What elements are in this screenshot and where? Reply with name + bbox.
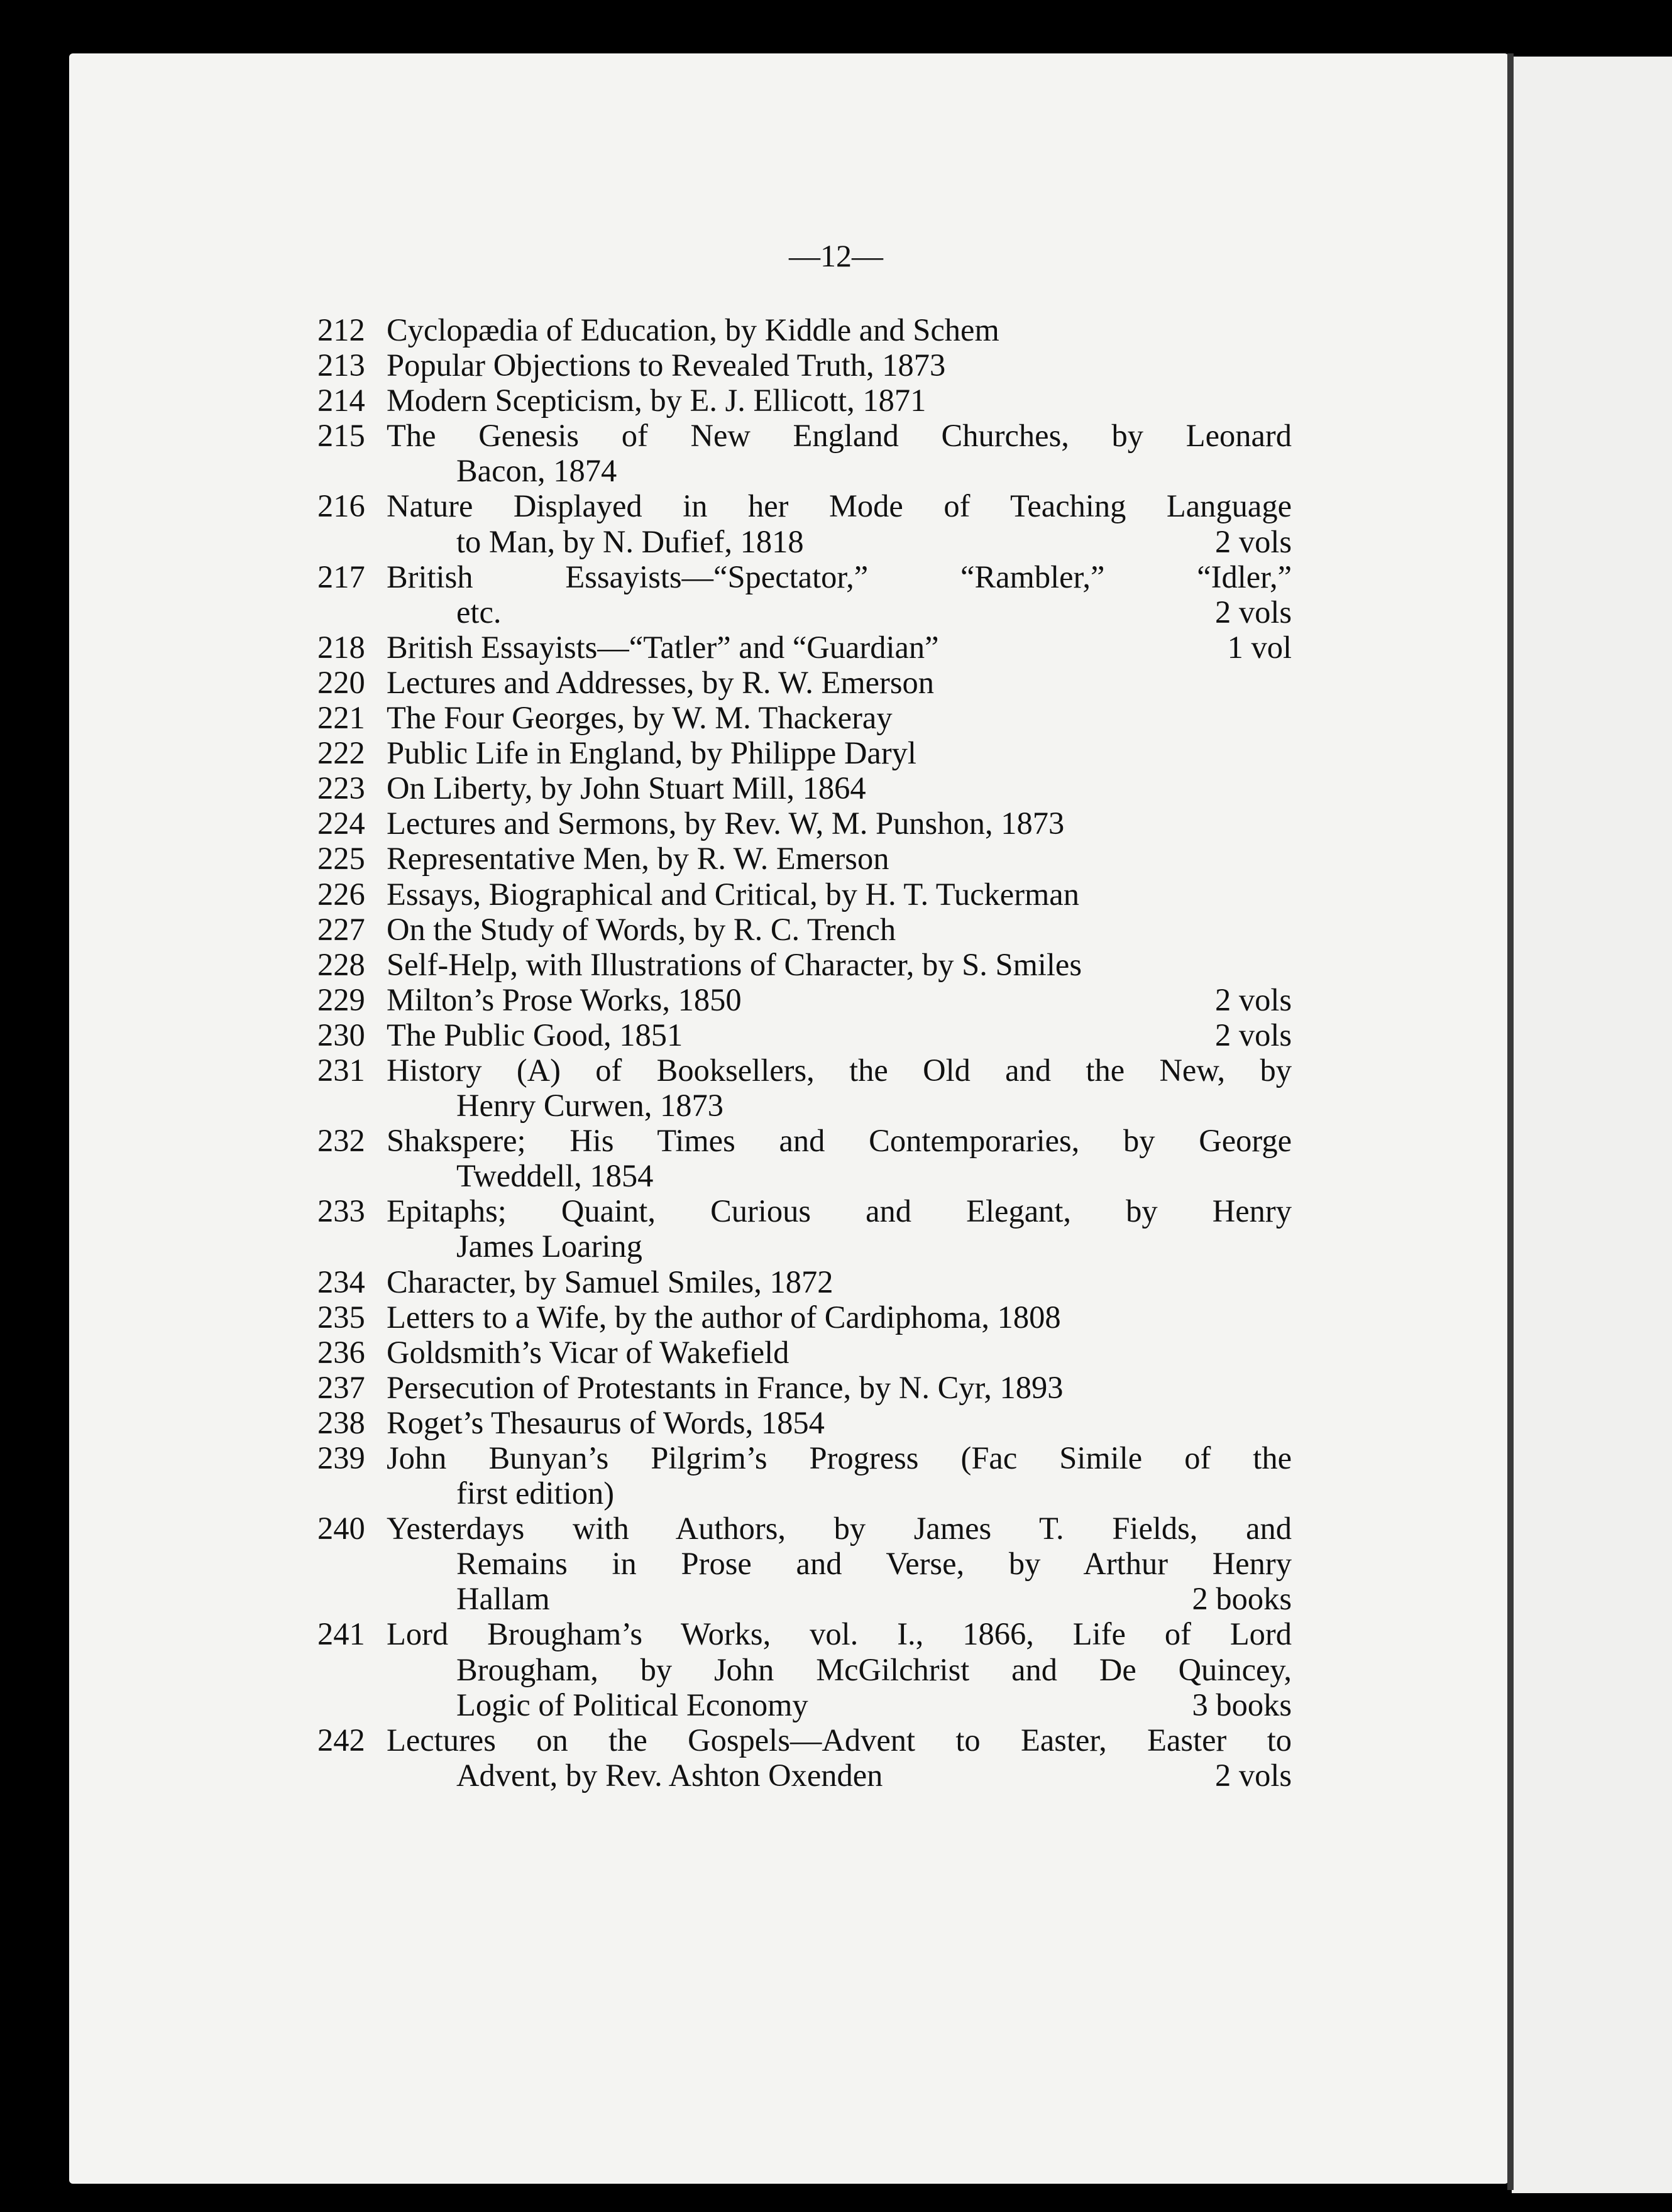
entry-number: 226	[317, 876, 365, 912]
entry-title: The Public Good, 1851	[387, 1017, 683, 1053]
entry-title: British Essayists—“Spectator,” “Rambler,” “Idler,”	[387, 559, 1292, 594]
catalog-entry	[317, 383, 1292, 418]
entry-title: Roget’s Thesaurus of Words, 1854	[387, 1404, 825, 1440]
entry-line	[387, 418, 1292, 453]
entry-number: 222	[317, 735, 365, 771]
entry-title: Nature Displayed in her Mode of Teaching Language	[387, 488, 1292, 524]
catalog-entry	[317, 559, 1292, 630]
catalog-entry	[317, 1017, 1292, 1053]
catalog-list	[317, 312, 1292, 1793]
entry-title: Advent, by Rev. Ashton Oxenden	[456, 1757, 883, 1793]
entry-line	[387, 1616, 1292, 1651]
entry-line	[387, 1193, 1292, 1229]
entry-line	[387, 1440, 1292, 1476]
entry-title: Remains in Prose and Verse, by Arthur Henry	[456, 1546, 1292, 1582]
entry-title: The Four Georges, by W. M. Thackeray	[387, 700, 893, 736]
entry-number: 212	[317, 312, 365, 348]
entry-number: 214	[317, 383, 365, 419]
adjacent-page-edge	[1512, 57, 1672, 2193]
catalog-entry	[317, 1264, 1292, 1300]
catalog-entry	[317, 1440, 1292, 1511]
entry-title: etc.	[456, 594, 502, 630]
entry-line	[387, 1581, 1292, 1616]
entry-line	[387, 1370, 1292, 1405]
entry-number: 225	[317, 841, 365, 877]
catalog-entry	[317, 1053, 1292, 1123]
entry-title: Popular Objections to Revealed Truth, 1873	[387, 348, 946, 383]
entry-title: Logic of Political Economy	[456, 1687, 808, 1722]
entry-number: 221	[317, 700, 365, 736]
entry-title: The Genesis of New England Churches, by Leonard	[387, 418, 1292, 454]
entry-line	[387, 1123, 1292, 1158]
catalog-entry	[317, 735, 1292, 770]
entry-number: 233	[317, 1193, 365, 1229]
entry-title: Goldsmith’s Vicar of Wakefield	[387, 1334, 789, 1370]
entry-line	[387, 982, 1292, 1017]
entry-number: 241	[317, 1616, 365, 1652]
catalog-entry	[317, 700, 1292, 735]
catalog-entry	[317, 418, 1292, 488]
entry-line	[387, 770, 1292, 806]
catalog-entry	[317, 947, 1292, 982]
entry-title: Shakspere; His Times and Contemporaries, by George	[387, 1123, 1292, 1159]
entry-number: 239	[317, 1440, 365, 1476]
entry-number: 215	[317, 418, 365, 454]
entry-number: 216	[317, 488, 365, 524]
catalog-entry	[317, 1616, 1292, 1722]
entry-volumes: 3 books	[1192, 1687, 1292, 1722]
entry-number: 213	[317, 348, 365, 383]
entry-line	[387, 1229, 1292, 1264]
entry-title: Letters to a Wife, by the author of Cardiphoma, 1808	[387, 1299, 1061, 1335]
catalog-entry	[317, 630, 1292, 665]
entry-volumes: 2 books	[1192, 1581, 1292, 1617]
entry-title: Lord Brougham’s Works, vol. I., 1866, Life of Lord	[387, 1616, 1292, 1652]
entry-number: 224	[317, 806, 365, 841]
entry-title: History (A) of Booksellers, the Old and the New, by	[387, 1052, 1292, 1088]
entry-title: Lectures on the Gospels—Advent to Easter, Easter to	[387, 1722, 1292, 1758]
catalog-entry	[317, 1511, 1292, 1616]
entry-title: British Essayists—“Tatler” and “Guardian”	[387, 629, 939, 665]
catalog-entry	[317, 841, 1292, 876]
entry-number: 223	[317, 770, 365, 806]
entry-line	[387, 1687, 1292, 1722]
entry-title: Yesterdays with Authors, by James T. Fields, and	[387, 1511, 1292, 1547]
entry-line	[387, 1017, 1292, 1053]
entry-number: 229	[317, 982, 365, 1017]
entry-title: Henry Curwen, 1873	[456, 1088, 723, 1124]
catalog-entry	[317, 877, 1292, 912]
entry-title: On the Study of Words, by R. C. Trench	[387, 911, 896, 947]
entry-title: Representative Men, by R. W. Emerson	[387, 841, 889, 877]
entry-title: Self-Help, with Illustrations of Character, by S. Smiles	[387, 946, 1082, 982]
entry-number: 232	[317, 1123, 365, 1159]
catalog-entry	[317, 1405, 1292, 1440]
entry-number: 235	[317, 1299, 365, 1335]
entry-line	[387, 1088, 1292, 1123]
entry-title: Character, by Samuel Smiles, 1872	[387, 1264, 833, 1300]
entry-line	[387, 594, 1292, 630]
entry-line	[387, 1546, 1292, 1581]
entry-number: 220	[317, 664, 365, 700]
entry-volumes: 2 vols	[1214, 1017, 1292, 1053]
catalog-entry	[317, 348, 1292, 383]
entry-number: 242	[317, 1722, 365, 1758]
entry-line	[387, 524, 1292, 559]
entry-number: 238	[317, 1404, 365, 1440]
entry-title: Hallam	[456, 1581, 550, 1617]
entry-line	[387, 630, 1292, 665]
entry-line	[387, 1511, 1292, 1546]
catalog-entry	[317, 665, 1292, 700]
entry-line	[387, 1053, 1292, 1088]
entry-line	[387, 665, 1292, 700]
entry-line	[387, 1158, 1292, 1193]
catalog-entry	[317, 1193, 1292, 1264]
entry-title: Essays, Biographical and Critical, by H. T. Tuckerman	[387, 876, 1079, 912]
entry-volumes: 2 vols	[1214, 523, 1292, 559]
entry-number: 234	[317, 1264, 365, 1300]
entry-line	[387, 559, 1292, 594]
catalog-entry	[317, 1722, 1292, 1793]
catalog-entry	[317, 770, 1292, 806]
entry-volumes: 2 vols	[1214, 1757, 1292, 1793]
catalog-entry	[317, 982, 1292, 1017]
entry-title: Lectures and Sermons, by Rev. W, M. Punshon, 1873	[387, 806, 1065, 841]
entry-number: 237	[317, 1369, 365, 1405]
entry-line	[387, 912, 1292, 947]
page-fold-shadow	[1507, 53, 1514, 2190]
entry-number: 236	[317, 1334, 365, 1370]
catalog-entry	[317, 1370, 1292, 1405]
entry-line	[387, 947, 1292, 982]
entry-title: Lectures and Addresses, by R. W. Emerson	[387, 664, 934, 700]
entry-line	[387, 1758, 1292, 1793]
entry-number: 217	[317, 559, 365, 594]
catalog-entry	[317, 806, 1292, 841]
entry-title: Persecution of Protestants in France, by N. Cyr, 1893	[387, 1369, 1064, 1405]
entry-line	[387, 1405, 1292, 1440]
entry-volumes: 1 vol	[1227, 629, 1292, 665]
entry-number: 231	[317, 1052, 365, 1088]
entry-line	[387, 488, 1292, 523]
entry-number: 227	[317, 911, 365, 947]
entry-title: to Man, by N. Dufief, 1818	[456, 523, 804, 559]
entry-title: Public Life in England, by Philippe Daryl	[387, 735, 916, 771]
entry-line	[387, 348, 1292, 383]
entry-line	[387, 877, 1292, 912]
page-number: —12—	[789, 238, 883, 273]
entry-title: John Bunyan’s Pilgrim’s Progress (Fac Simile of the	[387, 1440, 1292, 1476]
entry-line	[387, 1476, 1292, 1511]
entry-title: Cyclopædia of Education, by Kiddle and Schem	[387, 312, 999, 348]
entry-title: James Loaring	[456, 1229, 642, 1264]
catalog-entry	[317, 1123, 1292, 1193]
entry-line	[387, 735, 1292, 770]
catalog-entry	[317, 312, 1292, 348]
entry-line	[387, 453, 1292, 488]
catalog-entry	[317, 912, 1292, 947]
entry-line	[387, 1652, 1292, 1687]
entry-line	[387, 383, 1292, 418]
entry-number: 230	[317, 1017, 365, 1053]
entry-line	[387, 312, 1292, 348]
entry-volumes: 2 vols	[1214, 594, 1292, 630]
entry-line	[387, 806, 1292, 841]
entry-title: Milton’s Prose Works, 1850	[387, 982, 742, 1017]
catalog-entry	[317, 488, 1292, 559]
entry-title: Epitaphs; Quaint, Curious and Elegant, by Henry	[387, 1193, 1292, 1229]
entry-line	[387, 1722, 1292, 1758]
entry-volumes: 2 vols	[1214, 982, 1292, 1017]
entry-title: first edition)	[456, 1476, 615, 1511]
catalog-entry	[317, 1300, 1292, 1335]
catalog-entry	[317, 1335, 1292, 1370]
entry-line	[387, 1335, 1292, 1370]
entry-line	[387, 1264, 1292, 1300]
entry-line	[387, 700, 1292, 735]
entry-title: Brougham, by John McGilchrist and De Quincey,	[456, 1651, 1292, 1687]
entry-title: On Liberty, by John Stuart Mill, 1864	[387, 770, 866, 806]
entry-line	[387, 1300, 1292, 1335]
entry-line	[387, 841, 1292, 876]
entry-title: Tweddell, 1854	[456, 1158, 654, 1194]
entry-number: 218	[317, 629, 365, 665]
entry-number: 240	[317, 1511, 365, 1547]
entry-number: 228	[317, 946, 365, 982]
entry-title: Bacon, 1874	[456, 453, 617, 489]
entry-title: Modern Scepticism, by E. J. Ellicott, 1871	[387, 383, 927, 419]
